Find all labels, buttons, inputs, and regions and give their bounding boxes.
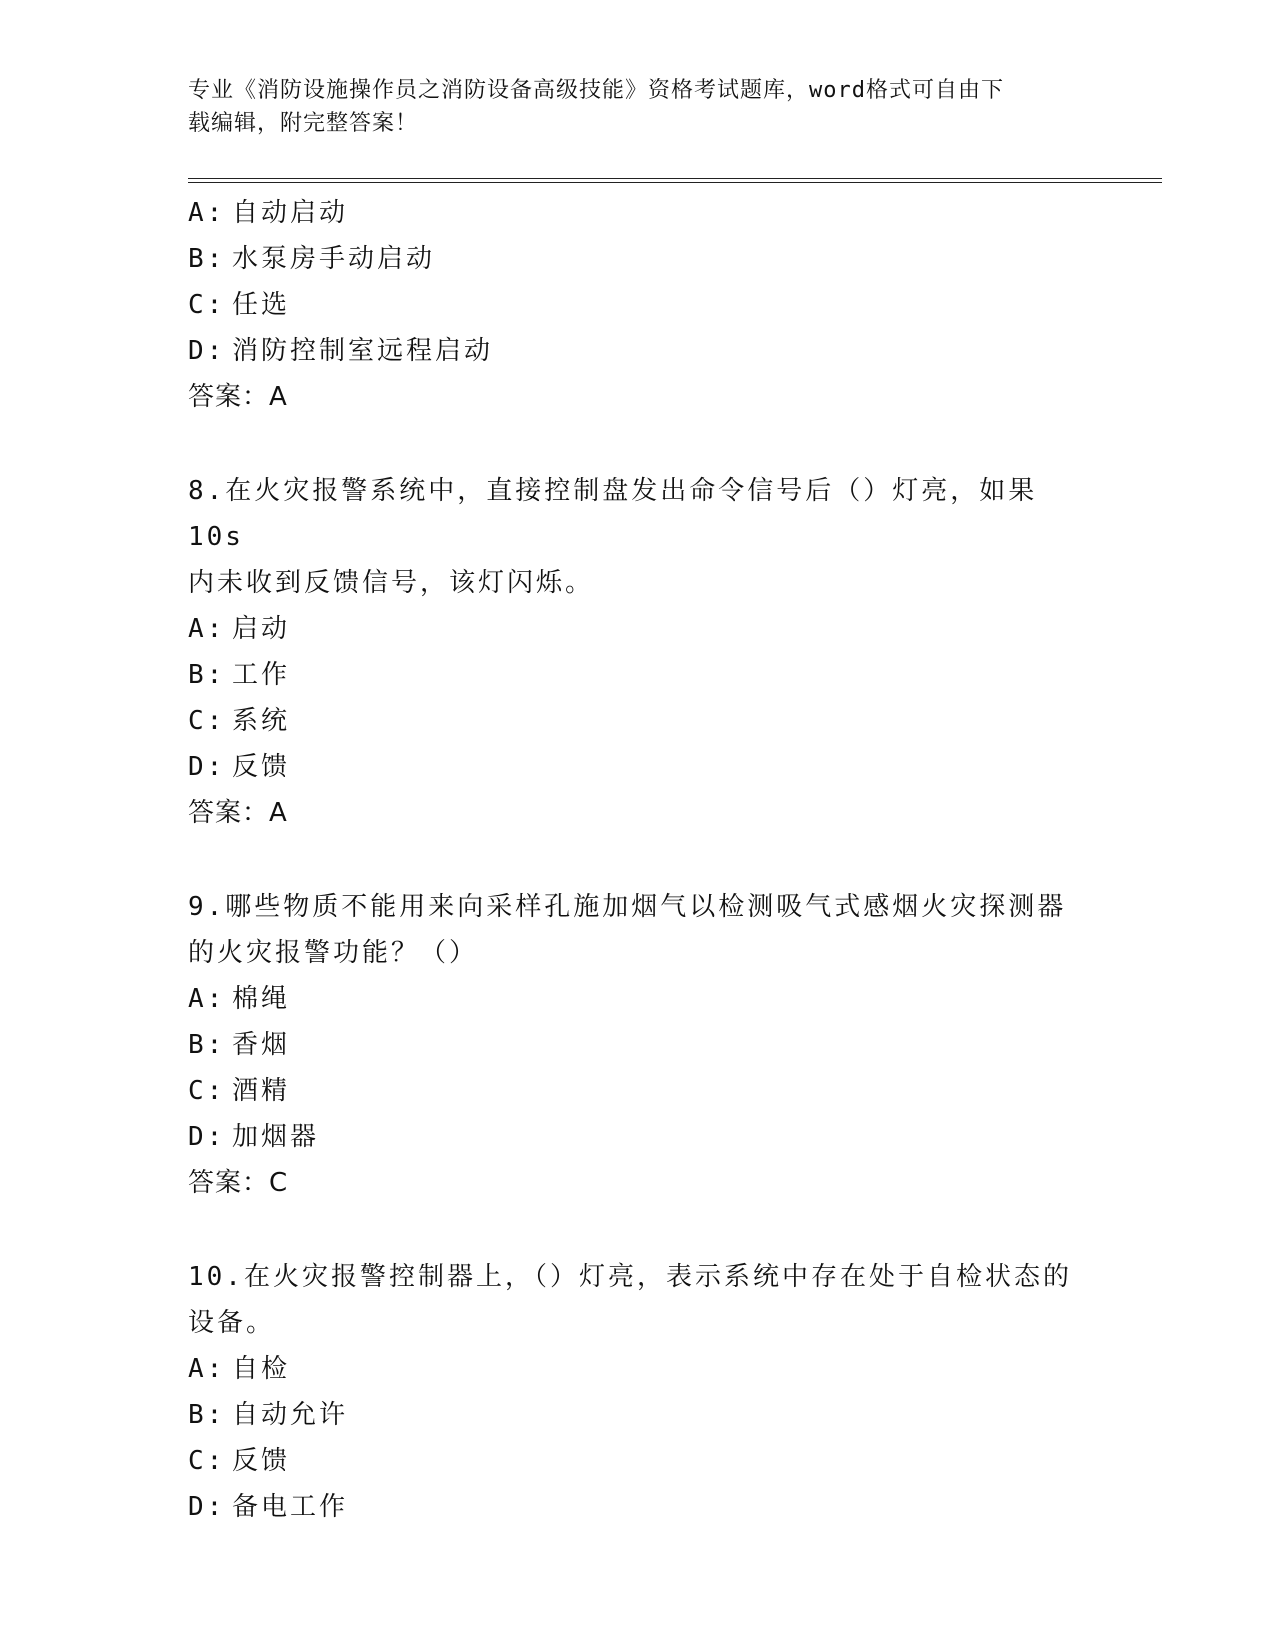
option-c: C: 酒精 bbox=[188, 1076, 291, 1106]
question-text bbox=[188, 468, 1088, 606]
option-b: B: 水泵房手动启动 bbox=[188, 244, 436, 274]
question-8 bbox=[188, 468, 1088, 836]
option-d: D: 反馈 bbox=[188, 752, 291, 782]
question-text-line-1: 8.在火灾报警系统中，直接控制盘发出命令信号后（）灯亮，如果10s bbox=[188, 476, 1038, 552]
answer: 答案：A bbox=[188, 382, 288, 412]
question-text-line-2: 的火灾报警功能？（） bbox=[188, 938, 479, 968]
option-b: B: 工作 bbox=[188, 660, 291, 690]
option-c: C: 任选 bbox=[188, 290, 291, 320]
question-text-line-1: 9.哪些物质不能用来向采样孔施加烟气以检测吸气式感烟火灾探测器 bbox=[188, 892, 1067, 922]
option-c: C: 反馈 bbox=[188, 1446, 291, 1476]
option-d: D: 消防控制室远程启动 bbox=[188, 336, 494, 366]
question-text-line-2: 设备。 bbox=[188, 1308, 276, 1338]
header-divider-bottom bbox=[188, 182, 1162, 183]
option-a: A: 自检 bbox=[188, 1354, 291, 1384]
question-7 bbox=[188, 190, 1088, 420]
option-d: D: 备电工作 bbox=[188, 1492, 349, 1522]
option-c: C: 系统 bbox=[188, 706, 291, 736]
question-list bbox=[188, 190, 1088, 1530]
header-line-2: 载编辑，附完整答案！ bbox=[188, 111, 419, 136]
header-divider-top bbox=[188, 178, 1162, 179]
option-b: B: 自动允许 bbox=[188, 1400, 349, 1430]
question-text-line-1: 10.在火灾报警控制器上，（）灯亮，表示系统中存在处于自检状态的 bbox=[188, 1262, 1072, 1292]
option-d: D: 加烟器 bbox=[188, 1122, 320, 1152]
answer: 答案：A bbox=[188, 798, 288, 828]
option-a: A: 启动 bbox=[188, 614, 291, 644]
option-a: A: 自动启动 bbox=[188, 198, 349, 228]
question-text bbox=[188, 884, 1088, 976]
option-a: A: 棉绳 bbox=[188, 984, 291, 1014]
answer: 答案：C bbox=[188, 1168, 289, 1198]
option-b: B: 香烟 bbox=[188, 1030, 291, 1060]
question-10 bbox=[188, 1254, 1088, 1530]
question-text-line-2: 内未收到反馈信号，该灯闪烁。 bbox=[188, 568, 595, 598]
header-line-1: 专业《消防设施操作员之消防设备高级技能》资格考试题库，word格式可自由下 bbox=[188, 78, 1004, 103]
question-text bbox=[188, 1254, 1088, 1346]
document-header bbox=[188, 74, 1068, 140]
question-9 bbox=[188, 884, 1088, 1206]
